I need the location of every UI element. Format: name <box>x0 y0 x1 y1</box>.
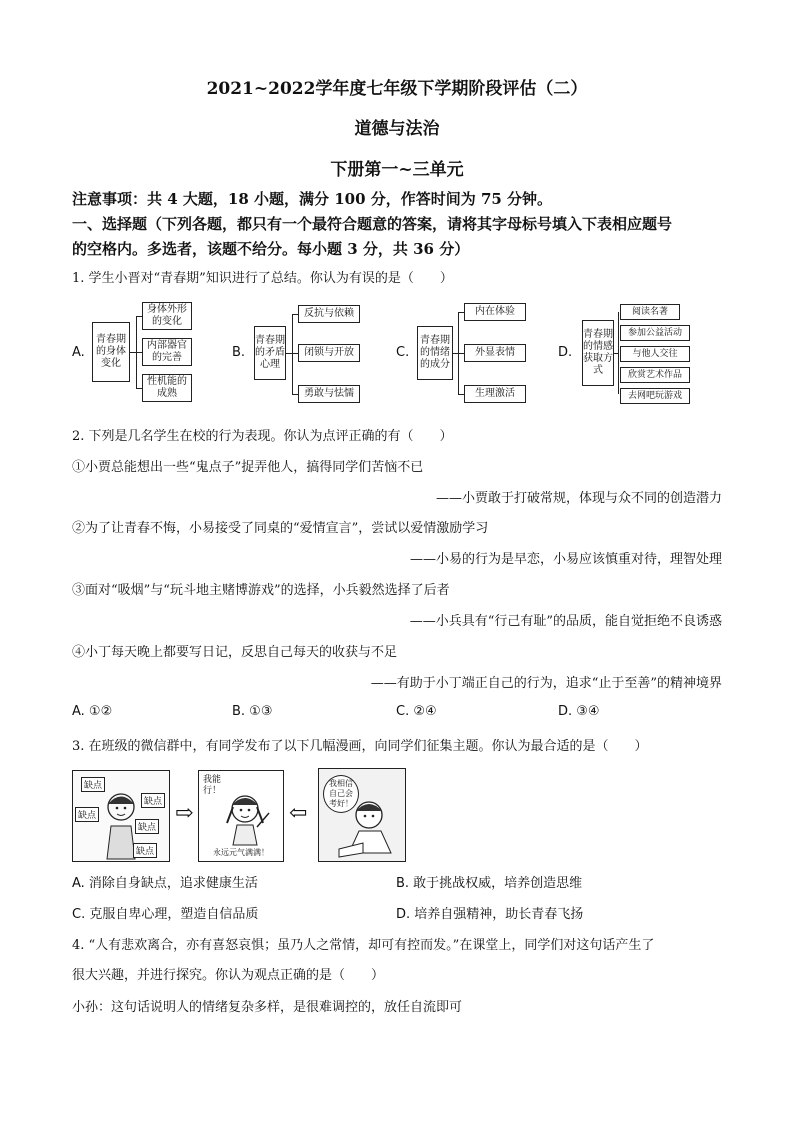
q3-option-d[interactable]: D. 培养自强精神，助长青春飞扬 <box>396 907 584 922</box>
q4-view-1: 小孙：这句话说明人的情绪复杂多样，是很难调控的，放任自流即可 <box>72 1000 463 1015</box>
q2-comment-1: ——小贾敢于打破常规，体现与众不同的创造潜力 <box>435 491 722 506</box>
diagram-c-item-1: 内在体验 <box>464 303 526 321</box>
diagram-d-item-2: 参加公益活动 <box>620 325 690 341</box>
diagram-b-item-1: 反抗与依赖 <box>298 305 360 323</box>
diagram-d-connector <box>614 353 618 354</box>
q2-option-d[interactable]: D. ③④ <box>558 704 600 719</box>
defect-tag-5: 缺点 <box>133 843 157 858</box>
diagram-c-item-3: 生理激活 <box>464 385 526 403</box>
cartoon-1-image <box>72 770 170 862</box>
q2-item-4: ④小丁每天晚上都要写日记，反思自己每天的收获与不足 <box>72 645 398 660</box>
q2-option-c[interactable]: C. ②④ <box>396 704 437 719</box>
diagram-c-root: 青春期的情绪的成分 <box>417 326 453 380</box>
q2-option-a[interactable]: A. ①② <box>72 704 113 719</box>
q2-comment-3: ——小兵具有“行己有耻”的品质，能自觉拒绝不良诱惑 <box>409 614 722 629</box>
diagram-b-brace <box>292 314 293 394</box>
diagram-b-item-2: 闭锁与开放 <box>298 344 360 362</box>
diagram-c-item-2: 外显表情 <box>464 344 526 362</box>
q3-option-c[interactable]: C. 克服自卑心理，塑造自信品质 <box>72 907 259 922</box>
option-label-b: B. <box>232 345 246 360</box>
q4-stem-line2: 很大兴趣，并进行探究。你认为观点正确的是（ ） <box>72 968 385 983</box>
diagram-a-root: 青春期的身体变化 <box>92 322 130 382</box>
diagram-d-item-3: 与他人交往 <box>620 346 690 362</box>
q3-option-b[interactable]: B. 敢于挑战权威，培养创造思维 <box>396 876 583 891</box>
defect-tag-1: 缺点 <box>81 777 105 792</box>
exam-title: 2021~2022学年度七年级下学期阶段评估（二） <box>206 79 588 99</box>
cartoon-2-caption: 永远元气满满！ <box>213 848 269 857</box>
diagram-a-item-2: 内部器官的完善 <box>142 338 192 366</box>
option-label-a: A. <box>72 345 85 360</box>
scope-title: 下册第一~三单元 <box>330 160 464 180</box>
q2-item-2: ②为了让青春不悔，小易接受了同桌的“爱情宣言”，尝试以爱情激励学习 <box>72 521 489 536</box>
cartoon-2-image <box>198 770 284 862</box>
diagram-d-item-1: 阅读名著 <box>620 304 680 320</box>
section1-line1: 一、选择题（下列各题，都只有一个最符合题意的答案，请将其字母标号填入下表相应题号 <box>72 215 673 233</box>
cartoon-2-speech: 我能行！ <box>203 775 222 796</box>
diagram-d-brace <box>618 312 619 394</box>
q1-stem: 1. 学生小晋对“青春期”知识进行了总结。你认为有误的是（ ） <box>72 271 453 286</box>
subject-title: 道德与法治 <box>354 119 440 139</box>
cartoon-3-speech: 我相信自己会考好！ <box>323 775 359 813</box>
defect-tag-4: 缺点 <box>135 819 159 834</box>
cartoon-3-image <box>318 768 406 862</box>
q3-stem: 3. 在班级的微信群中，有同学发布了以下几幅漫画，向同学们征集主题。你认为最合适的是（ ） <box>72 739 648 754</box>
diagram-a-item-1: 身体外形的变化 <box>142 302 192 330</box>
q3-option-a[interactable]: A. 消除自身缺点，追求健康生活 <box>72 876 258 891</box>
diagram-d-item-4: 欣赏艺术作品 <box>620 367 690 383</box>
diagram-b-item-3: 勇敢与怯懦 <box>298 385 360 403</box>
diagram-d-item-5: 去网吧玩游戏 <box>620 388 690 404</box>
q2-item-1: ①小贾总能想出一些“鬼点子”捉弄他人，搞得同学们苦恼不已 <box>72 460 424 475</box>
notice-text: 注意事项：共 4 大题，18 小题，满分 100 分，作答时间为 75 分钟。 <box>72 190 553 208</box>
q2-comment-2: ——小易的行为是早恋，小易应该慎重对待，理智处理 <box>409 552 722 567</box>
diagram-a-item-3: 性机能的成熟 <box>142 374 192 402</box>
q2-item-3: ③面对“吸烟”与“玩斗地主赌博游戏”的选择，小兵毅然选择了后者 <box>72 583 450 598</box>
q2-option-b[interactable]: B. ①③ <box>232 704 273 719</box>
right-arrow-icon: ⇨ <box>175 801 194 826</box>
defect-tag-3: 缺点 <box>141 793 165 808</box>
q2-comment-4: ——有助于小丁端正自己的行为，追求“止于至善”的精神境界 <box>370 676 722 691</box>
defect-tag-2: 缺点 <box>75 807 99 822</box>
q4-stem-line1: 4. “人有悲欢离合，亦有喜怒哀惧；虽乃人之常情，却可有控而发。”在课堂上，同学们对这句话产生了 <box>72 938 655 953</box>
option-label-c: C. <box>396 345 410 360</box>
diagram-d-root: 青春期的情感获取方式 <box>582 320 614 386</box>
option-label-d: D. <box>558 345 573 360</box>
section1-line2: 的空格内。多选者，该题不给分。每小题 3 分，共 36 分） <box>72 240 470 258</box>
diagram-b-root: 青春期的矛盾心理 <box>254 326 286 380</box>
q2-stem: 2. 下列是几名学生在校的行为表现。你认为点评正确的有（ ） <box>72 429 453 444</box>
left-arrow-icon: ⇦ <box>289 801 308 826</box>
